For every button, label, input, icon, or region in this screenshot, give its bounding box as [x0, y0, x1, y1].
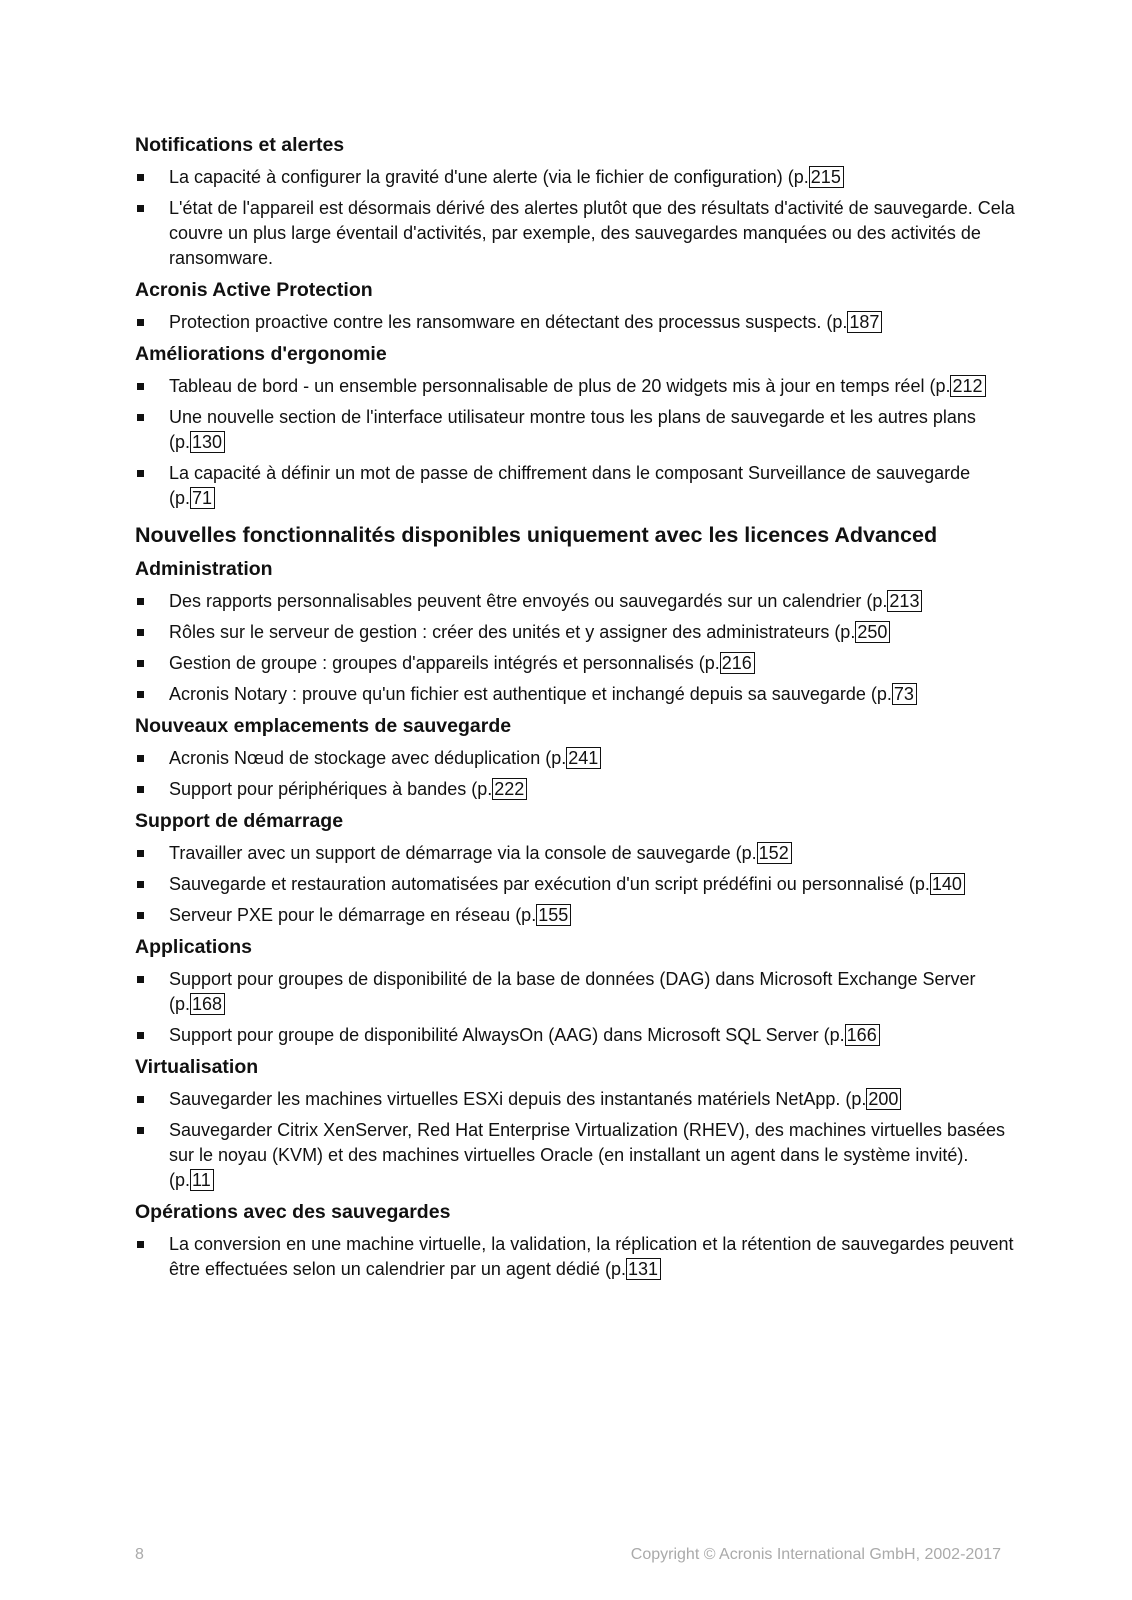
list-item-text: La conversion en une machine virtuelle, la validation, la réplication et la rétention de sauvegardes peuvent être effectuées selon un calendrier par un agent dédié (p. [169, 1234, 1014, 1279]
document-body [135, 134, 1015, 1288]
list-item-text: Gestion de groupe : groupes d'appareils intégrés et personnalisés (p. [169, 653, 720, 673]
page-reference-link[interactable]: 222 [492, 778, 527, 800]
section-heading: Notifications et alertes [135, 134, 345, 156]
bullet-list [135, 374, 1015, 511]
page-number: 8 [135, 1546, 144, 1563]
list-item [135, 1118, 1015, 1193]
section-heading: Nouvelles fonctionnalités disponibles uniquement avec les licences Advanced [135, 523, 938, 547]
section-heading: Opérations avec des sauvegardes [135, 1201, 451, 1223]
page-reference-link[interactable]: 155 [536, 904, 571, 926]
list-item [135, 967, 1015, 1017]
bullet-list [135, 310, 1015, 335]
list-item [135, 196, 1015, 271]
page-reference-link[interactable]: 73 [892, 683, 917, 705]
list-item-text: Support pour groupes de disponibilité de la base de données (DAG) dans Microsoft Exchange Server (p. [169, 969, 976, 1014]
list-item [135, 872, 1015, 897]
bullet-list [135, 165, 1015, 271]
page-reference-link[interactable]: 130 [190, 431, 225, 453]
page-reference-link[interactable]: 140 [930, 873, 965, 895]
list-item [135, 589, 1015, 614]
page-reference-link[interactable]: 241 [566, 747, 601, 769]
page-reference-link[interactable]: 213 [887, 590, 922, 612]
page-reference-link[interactable]: 71 [190, 487, 215, 509]
list-item-text: L'état de l'appareil est désormais dérivé des alertes plutôt que des résultats d'activité de sauvegarde. Cela couvre un plus large éventail d'activités, par exemple, des sauvegardes manquées ou des activités de ransomware. [169, 198, 1015, 268]
list-item-text: Une nouvelle section de l'interface utilisateur montre tous les plans de sauvegarde et les autres plans (p. [169, 407, 976, 452]
list-item-text: Acronis Nœud de stockage avec déduplication (p. [169, 748, 567, 768]
list-item [135, 620, 1015, 645]
bullet-list [135, 589, 1015, 707]
bullet-list [135, 967, 1015, 1048]
page-reference-link[interactable]: 11 [190, 1169, 214, 1191]
list-item [135, 310, 1015, 335]
copyright-notice: Copyright © Acronis International GmbH, 2002-2017 [630, 1546, 1001, 1563]
list-item [135, 165, 1015, 190]
bullet-list [135, 746, 1015, 802]
page-reference-link[interactable]: 131 [626, 1258, 661, 1280]
list-item-text: Protection proactive contre les ransomware en détectant des processus suspects. (p. [169, 312, 848, 332]
page-reference-link[interactable]: 187 [847, 311, 882, 333]
bullet-list [135, 1232, 1015, 1282]
page-reference-link[interactable]: 212 [950, 375, 985, 397]
list-item [135, 461, 1015, 511]
list-item-text: La capacité à configurer la gravité d'une alerte (via le fichier de configuration) (p. [169, 167, 809, 187]
list-item [135, 746, 1015, 771]
bullet-list [135, 841, 1015, 928]
section-heading: Acronis Active Protection [135, 279, 373, 301]
page-reference-link[interactable]: 166 [845, 1024, 880, 1046]
section-heading: Administration [135, 558, 273, 580]
list-item [135, 1023, 1015, 1048]
section-heading: Nouveaux emplacements de sauvegarde [135, 715, 512, 737]
list-item-text: Serveur PXE pour le démarrage en réseau (p. [169, 905, 537, 925]
list-item-text: Support pour périphériques à bandes (p. [169, 779, 493, 799]
section-heading: Support de démarrage [135, 810, 344, 832]
section-heading: Améliorations d'ergonomie [135, 343, 387, 365]
page-reference-link[interactable]: 200 [866, 1088, 901, 1110]
page-reference-link[interactable]: 216 [720, 652, 755, 674]
section-heading: Applications [135, 936, 253, 958]
list-item-text: Acronis Notary : prouve qu'un fichier est authentique et inchangé depuis sa sauvegarde (p. [169, 684, 892, 704]
page-reference-link[interactable]: 250 [855, 621, 890, 643]
list-item-text: Rôles sur le serveur de gestion : créer des unités et y assigner des administrateurs (p. [169, 622, 856, 642]
list-item-text: Sauvegarder Citrix XenServer, Red Hat Enterprise Virtualization (RHEV), des machines virtuelles basées sur le noyau (KVM) et des machines virtuelles Oracle (en installant un agent dans le système invité). (p. [169, 1120, 1006, 1190]
list-item [135, 405, 1015, 455]
list-item-text: Tableau de bord - un ensemble personnalisable de plus de 20 widgets mis à jour en temps réel (p. [169, 376, 951, 396]
list-item-text: Support pour groupe de disponibilité AlwaysOn (AAG) dans Microsoft SQL Server (p. [169, 1025, 845, 1045]
page-reference-link[interactable]: 152 [757, 842, 792, 864]
list-item [135, 682, 1015, 707]
page-reference-link[interactable]: 168 [190, 993, 225, 1015]
list-item [135, 1232, 1015, 1282]
list-item-text: Sauvegarde et restauration automatisées par exécution d'un script prédéfini ou personnalisé (p. [169, 874, 930, 894]
page-reference-link[interactable]: 215 [809, 166, 844, 188]
list-item-text: Travailler avec un support de démarrage via la console de sauvegarde (p. [169, 843, 757, 863]
section-heading: Virtualisation [135, 1056, 259, 1078]
list-item [135, 374, 1015, 399]
list-item [135, 1087, 1015, 1112]
bullet-list [135, 1087, 1015, 1193]
list-item [135, 651, 1015, 676]
list-item [135, 841, 1015, 866]
list-item-text: Sauvegarder les machines virtuelles ESXi depuis des instantanés matériels NetApp. (p. [169, 1089, 867, 1109]
list-item-text: La capacité à définir un mot de passe de chiffrement dans le composant Surveillance de sauvegarde (p. [169, 463, 971, 508]
list-item [135, 777, 1015, 802]
list-item [135, 903, 1015, 928]
list-item-text: Des rapports personnalisables peuvent être envoyés ou sauvegardés sur un calendrier (p. [169, 591, 888, 611]
